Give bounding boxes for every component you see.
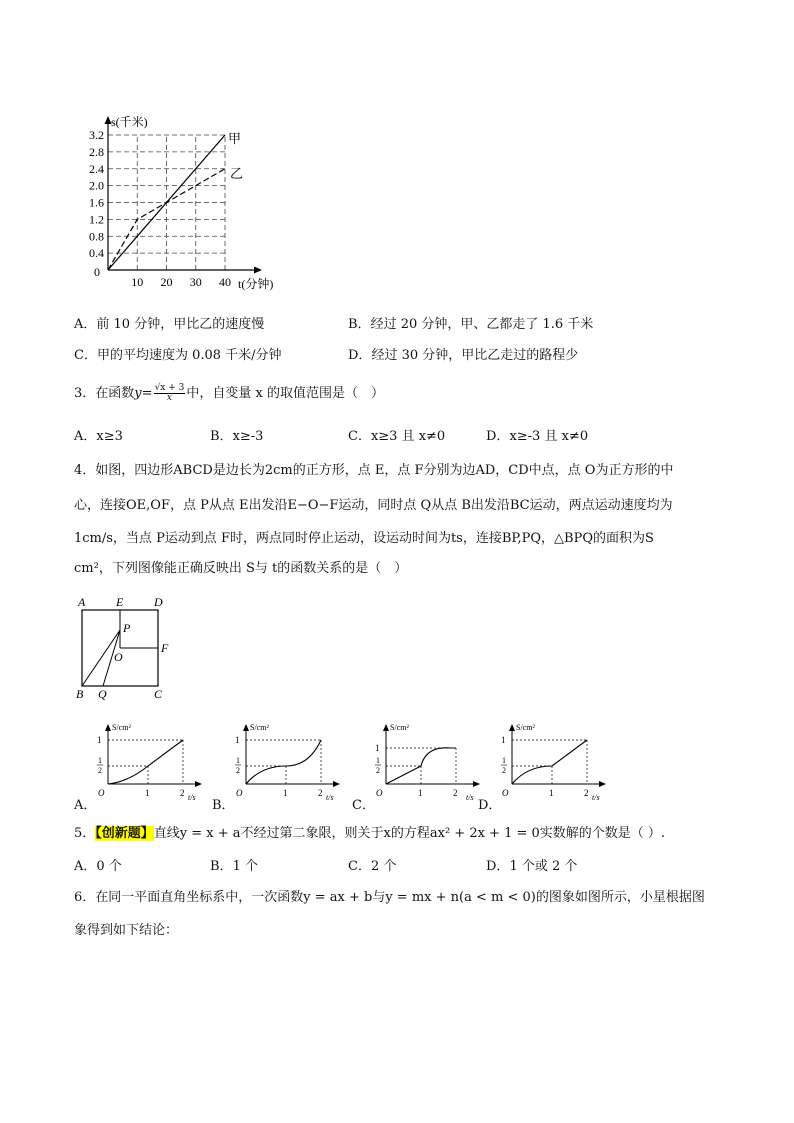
q3-fraction: $\frac{√x + 3}{x}$	[154, 383, 185, 403]
q5-option-c[interactable]: C．2 个	[348, 859, 397, 874]
graph-x-tick-1: 1	[283, 788, 288, 798]
graph-x-tick-2: 2	[584, 788, 589, 798]
y-tick-label: 2.8	[89, 144, 104, 159]
graph-x-label: t/s	[188, 793, 196, 802]
graph-x-tick-1: 1	[549, 788, 554, 798]
x-tick-label: 10	[131, 275, 144, 289]
graph-y-tick-half-num: 1	[98, 756, 102, 765]
q4-option-letter: A．	[74, 798, 97, 813]
series-label-jia: 甲	[228, 131, 242, 146]
graph-y-tick-half-num: 1	[236, 756, 240, 765]
graph-x-tick-2: 2	[453, 788, 458, 798]
y-tick-label: 0.8	[89, 229, 104, 244]
y-tick-label: 3.2	[89, 128, 104, 142]
graph-curve	[246, 740, 321, 784]
q5-stem: 5．【创新题】直线y = x + a不经过第二象限，则关于x的方程ax² + 2x + 1 = 0实数解的个数是（ ）.	[74, 826, 666, 841]
graph-y-label: S/cm²	[516, 723, 535, 732]
graph-x-tick-2: 2	[318, 788, 323, 798]
graph-y-tick-half-num: 1	[502, 756, 506, 765]
y-tick-label: 2.0	[89, 178, 104, 193]
graph-curve	[512, 740, 587, 784]
label-f: F	[161, 641, 169, 655]
graph-y-tick-1: 1	[501, 735, 506, 745]
q4-option-a[interactable]	[74, 718, 204, 813]
q3-option-c[interactable]: C．x≥3 且 x≠0	[348, 429, 446, 444]
label-e: E	[116, 595, 124, 609]
graph-x-tick-1: 1	[418, 788, 423, 798]
q5-option-d[interactable]: D．1 个或 2 个	[486, 859, 578, 874]
q4-stem-line-4: cm²，下列图像能正确反映出 S与 t的函数关系的是（ ）	[74, 561, 408, 576]
q4-stem-line-2: 心，连接OE,OF，点 P从点 E出发沿E−O−F运动，同时点 Q从点 B出发沿BC运动，两点运动速度均为	[74, 498, 673, 513]
graph-y-tick-half-den: 2	[236, 766, 240, 775]
q3-option-a[interactable]: A．x≥3	[74, 429, 123, 444]
distance-time-chart	[80, 110, 290, 300]
x-axis-arrow-icon	[254, 267, 262, 274]
q6-stem-line-1: 6．在同一平面直角坐标系中，一次函数y = ax + b与y = mx + n(a < m < 0)的图象如图所示，小星根据图	[74, 890, 705, 905]
q4-option-graphs	[0, 718, 794, 813]
graph-x-tick-1: 1	[145, 788, 150, 798]
y-axis-label: s(千米)	[111, 115, 148, 129]
graph-x-tick-2: 2	[180, 788, 185, 798]
q5-option-b[interactable]: B．1 个	[210, 859, 258, 874]
label-p: P	[123, 621, 131, 635]
q2-option-a[interactable]: A．前 10 分钟，甲比乙的速度慢	[74, 317, 265, 332]
graph-y-tick-half-den: 2	[502, 766, 506, 775]
q4-stem-line-3: 1cm/s，当点 P运动到点 F时，两点同时停止运动，设运动时间为ts，连接BP,PQ，△BPQ的面积为S	[74, 531, 654, 546]
q5-option-a[interactable]: A．0 个	[74, 859, 122, 874]
graph-y-tick-half-den: 2	[98, 766, 102, 775]
graph-origin-label: O	[376, 788, 383, 798]
graph-origin-label: O	[502, 788, 509, 798]
q4-option-b[interactable]	[212, 718, 342, 813]
q4-option-letter: C．	[352, 798, 375, 813]
graph-origin-label: O	[236, 788, 243, 798]
q3-option-d[interactable]: D．x≥-3 且 x≠0	[486, 429, 589, 444]
q3-option-b[interactable]: B．x≥-3	[210, 429, 264, 444]
graph-y-label: S/cm²	[112, 723, 131, 732]
graph-y-tick-1: 1	[235, 735, 240, 745]
q2-option-d[interactable]: D．经过 30 分钟，甲比乙走过的路程少	[348, 348, 579, 363]
graph-x-arrow-icon	[333, 781, 340, 787]
x-tick-label: 20	[160, 275, 173, 289]
q4-option-d[interactable]	[478, 718, 608, 813]
q4-stem-line-1: 4．如图，四边形ABCD是边长为2cm的正方形，点 E，点 F分别为边AD，CD中点，点 O为正方形的中	[74, 463, 674, 478]
y-tick-label: 2.4	[89, 161, 104, 176]
q4-option-c[interactable]	[352, 718, 482, 813]
q4-option-graph	[88, 718, 208, 808]
graph-curve	[108, 740, 183, 784]
y-tick-label: 1.6	[89, 195, 104, 210]
graph-x-arrow-icon	[195, 781, 202, 787]
graph-x-label: t/s	[466, 793, 474, 802]
x-tick-label: 30	[189, 275, 202, 289]
graph-y-tick-half-den: 2	[376, 766, 380, 775]
origin-label: 0	[94, 265, 100, 279]
label-o: O	[114, 650, 123, 664]
q6-stem-line-2: 象得到如下结论：	[74, 923, 179, 938]
x-axis-label: t(分钟)	[238, 277, 274, 291]
graph-y-tick-1: 1	[375, 743, 380, 753]
square-figure	[70, 592, 190, 704]
q4-option-letter: B．	[212, 798, 235, 813]
graph-y-tick-1: 1	[97, 735, 102, 745]
series-label-yi: 乙	[230, 166, 244, 181]
y-tick-label: 1.2	[89, 212, 104, 227]
q4-option-graph	[366, 718, 486, 808]
graph-x-arrow-icon	[599, 781, 606, 787]
y-tick-label: 0.4	[89, 246, 104, 261]
graph-y-tick-half-num: 1	[376, 756, 380, 765]
q4-option-graph	[226, 718, 346, 808]
q4-option-graph	[492, 718, 612, 808]
innovation-tag: 【创新题】	[95, 826, 154, 841]
x-tick-label: 40	[219, 275, 231, 289]
label-b: B	[76, 687, 84, 701]
graph-y-label: S/cm²	[250, 723, 269, 732]
q2-option-c[interactable]: C．甲的平均速度为 0.08 千米/分钟	[74, 348, 282, 363]
graph-y-arrow-icon	[509, 724, 515, 731]
graph-y-arrow-icon	[105, 724, 111, 731]
label-d: D	[154, 595, 163, 609]
graph-y-label: S/cm²	[390, 723, 409, 732]
label-c: C	[154, 687, 163, 701]
graph-y-arrow-icon	[243, 724, 249, 731]
q4-option-letter: D．	[478, 798, 502, 813]
graph-y-arrow-icon	[383, 724, 389, 731]
graph-x-label: t/s	[592, 793, 600, 802]
q3-stem: 3．在函数y= $\frac{√x + 3}{x}$ 中，自变量 x 的取值范围是（ ）	[74, 383, 384, 403]
q2-option-b[interactable]: B．经过 20 分钟，甲、乙都走了 1.6 千米	[348, 317, 594, 332]
graph-x-label: t/s	[326, 793, 334, 802]
label-a: A	[78, 595, 86, 609]
graph-origin-label: O	[98, 788, 105, 798]
label-q: Q	[98, 687, 107, 701]
